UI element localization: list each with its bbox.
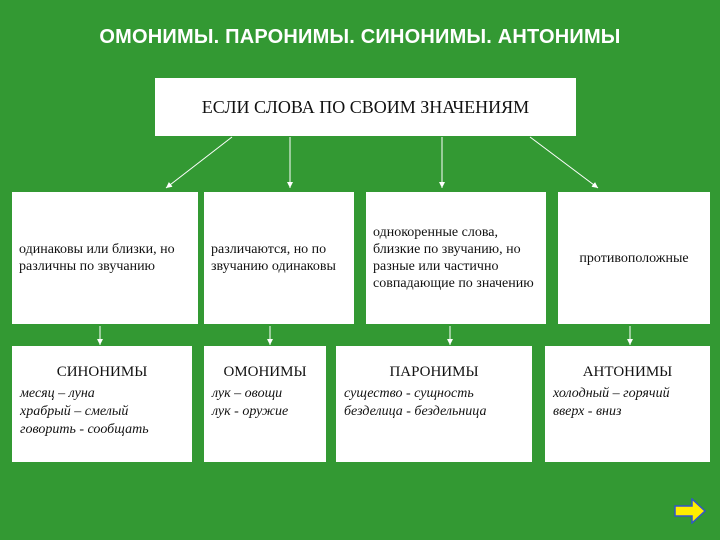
- arrow-root-to-def4: [530, 137, 598, 188]
- result-box-paronyms: [336, 346, 532, 462]
- example-item: вверх - вниз: [553, 404, 622, 419]
- result-box-homonyms: [204, 346, 326, 462]
- root-condition-box: ЕСЛИ СЛОВА ПО СВОИМ ЗНАЧЕНИЯМ: [155, 78, 576, 136]
- example-item: лук - оружие: [212, 404, 289, 419]
- example-item: безделица - бездельница: [344, 404, 487, 419]
- example-item: холодный – горячий: [553, 386, 670, 401]
- result-heading: АНТОНИМЫ: [582, 364, 673, 380]
- example-item: месяц – луна: [20, 386, 95, 401]
- example-item: существо - сущность: [344, 386, 474, 401]
- right-arrow-icon: [674, 498, 706, 524]
- result-box-synonyms: [12, 346, 192, 462]
- definition-box-homonyms: различаются, но по звучанию одинаковы: [204, 192, 354, 324]
- definition-box-paronyms: однокоренные слова, близкие по звучанию, но разные или частично совпадающие по значению: [366, 192, 546, 324]
- result-heading: СИНОНИМЫ: [56, 364, 148, 380]
- example-item: говорить - сообщать: [20, 422, 149, 437]
- result-heading: ОМОНИМЫ: [223, 364, 307, 380]
- result-heading: ПАРОНИМЫ: [389, 364, 479, 380]
- arrow-root-to-def1: [166, 137, 232, 188]
- definition-box-synonyms: одинаковы или близки, но различны по звучанию: [12, 192, 198, 324]
- slide-title: ОМОНИМЫ. ПАРОНИМЫ. СИНОНИМЫ. АНТОНИМЫ: [99, 26, 621, 48]
- next-slide-button[interactable]: [674, 498, 706, 524]
- example-item: лук – овощи: [212, 386, 283, 401]
- example-item: храбрый – смелый: [20, 404, 129, 419]
- result-box-antonyms: [545, 346, 710, 462]
- definition-box-antonyms: противоположные: [558, 192, 710, 324]
